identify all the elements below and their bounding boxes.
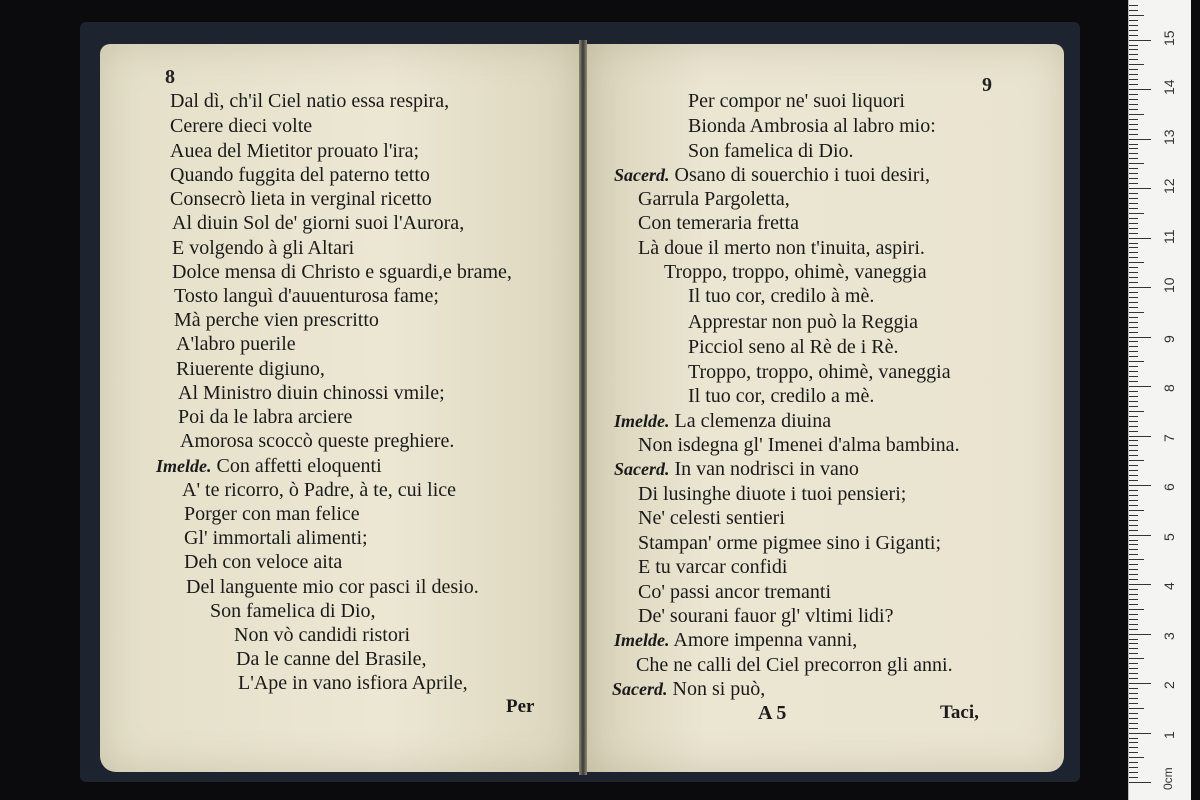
- text-line: Bionda Ambrosia al labro mio:: [688, 115, 936, 137]
- text-line: Al Ministro diuin chinossi vmile;: [178, 382, 445, 404]
- ruler-tick: [1129, 723, 1138, 724]
- ruler-tick: [1129, 490, 1138, 491]
- ruler-number: 13: [1161, 128, 1177, 145]
- text-line: Gl' immortali alimenti;: [184, 527, 368, 549]
- ruler-tick: [1129, 163, 1144, 164]
- ruler-tick: [1129, 639, 1138, 640]
- ruler-tick: [1129, 579, 1138, 580]
- speaker-label: Imelde.: [156, 456, 212, 476]
- ruler-tick: [1129, 658, 1144, 659]
- text-line: Apprestar non può la Reggia: [688, 311, 918, 333]
- ruler-tick: [1129, 604, 1138, 605]
- ruler-tick: [1129, 757, 1144, 758]
- text-line: Con temeraria fretta: [638, 212, 800, 234]
- ruler-tick: [1129, 742, 1138, 743]
- ruler-tick: [1129, 426, 1138, 427]
- text-line: De' sourani fauor gl' vltimi lidi?: [638, 605, 894, 627]
- ruler-tick: [1129, 500, 1138, 501]
- text-line: Là doue il merto non t'inuita, aspiri.: [638, 237, 925, 259]
- ruler-tick: [1129, 84, 1138, 85]
- ruler-tick: [1129, 139, 1151, 140]
- ruler-tick: [1129, 564, 1138, 565]
- ruler-tick: [1129, 20, 1138, 21]
- ruler-tick: [1129, 361, 1144, 362]
- ruler-tick: [1129, 594, 1138, 595]
- ruler-tick: [1129, 614, 1138, 615]
- ruler-tick: [1129, 292, 1138, 293]
- signature-mark: A 5: [758, 702, 787, 724]
- ruler-tick: [1129, 540, 1138, 541]
- ruler-tick: [1129, 678, 1138, 679]
- ruler-tick: [1129, 198, 1138, 199]
- ruler-tick: [1129, 351, 1138, 352]
- dialogue-line: [614, 409, 831, 433]
- ruler-number: 7: [1161, 433, 1177, 442]
- ruler-tick: [1129, 663, 1138, 664]
- text-line: Porger con man felice: [184, 503, 360, 525]
- ruler-tick: [1129, 89, 1151, 90]
- ruler-tick: [1129, 772, 1138, 773]
- text-line: Troppo, troppo, ohimè, vaneggia: [664, 261, 927, 283]
- ruler-tick: [1129, 752, 1138, 753]
- ruler-number: 15: [1161, 29, 1177, 46]
- ruler-tick: [1129, 495, 1138, 496]
- text-line: L'Ape in vano isfiora Aprile,: [238, 672, 468, 694]
- text-line: E tu varcar confidi: [638, 556, 788, 578]
- ruler-tick: [1129, 312, 1144, 313]
- text-line: Del languente mio cor pasci il desio.: [186, 576, 479, 598]
- ruler-tick: [1129, 243, 1138, 244]
- ruler-number: 11: [1161, 228, 1177, 244]
- ruler-tick: [1129, 450, 1138, 451]
- dialogue-line: [612, 677, 765, 701]
- ruler-tick: [1129, 218, 1138, 219]
- ruler-number: 6: [1161, 483, 1177, 491]
- text-line: Co' passi ancor tremanti: [638, 581, 831, 603]
- ruler-tick: [1129, 698, 1138, 699]
- ruler-tick: [1129, 64, 1144, 65]
- ruler-tick: [1129, 322, 1138, 323]
- ruler-tick: [1129, 401, 1138, 402]
- ruler-tick: [1129, 465, 1138, 466]
- text-line: Troppo, troppo, ohimè, vaneggia: [688, 361, 951, 383]
- ruler-tick: [1129, 391, 1138, 392]
- ruler-tick: [1129, 643, 1138, 644]
- ruler-tick: [1129, 302, 1138, 303]
- ruler-tick: [1129, 762, 1138, 763]
- ruler-tick: [1129, 129, 1138, 130]
- ruler-tick: [1129, 54, 1138, 55]
- left-page-number: 8: [165, 66, 175, 88]
- ruler-tick: [1129, 460, 1144, 461]
- text-line: Dal dì, ch'il Ciel natio essa respira,: [170, 90, 450, 112]
- text-line: Amore impenna vanni,: [673, 629, 858, 651]
- ruler-tick: [1129, 733, 1151, 734]
- ruler-tick: [1129, 544, 1138, 545]
- text-line: Stampan' orme pigmee sino i Giganti;: [638, 532, 941, 554]
- ruler-tick: [1129, 535, 1151, 536]
- ruler-tick: [1129, 530, 1138, 531]
- speaker-label: Sacerd.: [614, 459, 670, 479]
- ruler-number: 3: [1161, 631, 1177, 640]
- ruler-tick: [1129, 203, 1138, 204]
- text-line: Con affetti eloquenti: [216, 455, 382, 477]
- ruler-tick: [1129, 584, 1151, 585]
- ruler-tick: [1129, 406, 1138, 407]
- text-line: Al diuin Sol de' giorni suoi l'Aurora,: [172, 212, 465, 234]
- ruler-tick: [1129, 777, 1138, 778]
- ruler-tick: [1129, 653, 1138, 654]
- ruler-tick: [1129, 223, 1138, 224]
- ruler-number: 14: [1161, 79, 1177, 95]
- ruler-tick: [1129, 356, 1138, 357]
- ruler-tick: [1129, 371, 1138, 372]
- text-line: La clemenza diuina: [674, 410, 832, 432]
- ruler-tick: [1129, 59, 1138, 60]
- text-line: Garrula Pargoletta,: [638, 188, 790, 210]
- ruler-tick: [1129, 505, 1138, 506]
- ruler-tick: [1129, 327, 1138, 328]
- ruler-tick: [1129, 713, 1138, 714]
- text-line: Deh con veloce aita: [184, 551, 343, 573]
- ruler-tick: [1129, 376, 1138, 377]
- speaker-label: Imelde.: [614, 411, 670, 431]
- ruler-tick: [1129, 287, 1151, 288]
- text-line: Non si può,: [672, 678, 766, 700]
- ruler-tick: [1129, 79, 1138, 80]
- ruler-tick: [1129, 148, 1138, 149]
- dialogue-line: [614, 628, 857, 652]
- ruler-tick: [1129, 445, 1138, 446]
- catchword: Taci,: [940, 702, 979, 723]
- ruler-tick: [1129, 599, 1138, 600]
- ruler-number: 8: [1161, 384, 1177, 392]
- text-line: Amorosa scoccò queste preghiere.: [180, 430, 455, 452]
- ruler-tick: [1129, 510, 1144, 511]
- text-line: Poi da le labra arciere: [178, 406, 353, 428]
- ruler-tick: [1129, 10, 1138, 11]
- catchword: Per: [506, 696, 535, 717]
- dialogue-line: [156, 454, 382, 478]
- text-line: Da le canne del Brasile,: [236, 648, 427, 670]
- text-line: Osano di souerchio i tuoi desiri,: [674, 164, 931, 186]
- text-line: Il tuo cor, credilo à mè.: [688, 285, 875, 307]
- ruler-tick: [1129, 168, 1138, 169]
- ruler-tick: [1129, 15, 1144, 16]
- text-line: A' te ricorro, ò Padre, à te, cui lice: [182, 479, 457, 501]
- ruler-tick: [1129, 520, 1138, 521]
- ruler-number: 1: [1161, 730, 1177, 739]
- ruler-tick: [1129, 134, 1138, 135]
- ruler-tick: [1129, 178, 1138, 179]
- text-line: Auea del Mietitor prouato l'ira;: [170, 140, 420, 162]
- speaker-label: Sacerd.: [614, 165, 670, 185]
- text-line: In van nodrisci in vano: [674, 458, 859, 480]
- ruler-tick: [1129, 515, 1138, 516]
- text-line: Consecrò lieta in verginal ricetto: [170, 188, 432, 210]
- ruler-unit-label: 0cm: [1161, 767, 1175, 790]
- ruler-tick: [1129, 104, 1138, 105]
- text-line: A'labro puerile: [176, 333, 296, 355]
- right-page-number: 9: [982, 74, 992, 96]
- ruler-tick: [1129, 559, 1144, 560]
- ruler-tick: [1129, 455, 1138, 456]
- ruler-tick: [1129, 673, 1138, 674]
- ruler-tick: [1129, 114, 1144, 115]
- ruler-tick: [1129, 767, 1138, 768]
- text-line: Per compor ne' suoi liquori: [688, 90, 905, 112]
- ruler-tick: [1129, 668, 1138, 669]
- text-line: Tosto languì d'auuenturosa fame;: [174, 285, 439, 307]
- ruler-number: 10: [1161, 277, 1177, 293]
- dialogue-line: [614, 163, 930, 187]
- ruler-number: 2: [1161, 681, 1177, 689]
- ruler-number: 12: [1161, 178, 1177, 194]
- ruler-tick: [1129, 549, 1138, 550]
- ruler-tick: [1129, 45, 1138, 46]
- text-line: Che ne calli del Ciel precorron gli anni.: [636, 654, 953, 676]
- ruler-tick: [1129, 341, 1138, 342]
- ruler-tick: [1129, 589, 1138, 590]
- ruler-tick: [1129, 366, 1138, 367]
- ruler-tick: [1129, 747, 1138, 748]
- dialogue-line: [614, 457, 859, 481]
- ruler-tick: [1129, 69, 1138, 70]
- ruler-tick: [1129, 346, 1138, 347]
- ruler-number: 9: [1161, 334, 1177, 343]
- text-line: Ne' celesti sentieri: [638, 507, 785, 529]
- ruler-tick: [1129, 629, 1138, 630]
- text-line: Riuerente digiuno,: [176, 358, 325, 380]
- text-line: Picciol seno al Rè de i Rè.: [688, 336, 899, 358]
- ruler-tick: [1129, 436, 1151, 437]
- text-line: E volgendo à gli Altari: [172, 237, 355, 259]
- ruler-tick: [1129, 693, 1138, 694]
- ruler-tick: [1129, 485, 1151, 486]
- ruler-tick: [1129, 173, 1138, 174]
- ruler-tick: [1129, 30, 1138, 31]
- ruler-tick: [1129, 99, 1138, 100]
- ruler-tick: [1129, 683, 1151, 684]
- ruler-tick: [1129, 277, 1138, 278]
- ruler-tick: [1129, 49, 1138, 50]
- ruler-tick: [1129, 228, 1138, 229]
- ruler-number: 5: [1161, 532, 1177, 541]
- text-line: Non isdegna gl' Imenei d'alma bambina.: [638, 434, 960, 456]
- ruler-tick: [1129, 440, 1138, 441]
- ruler-tick: [1129, 569, 1138, 570]
- text-line: Son famelica di Dio.: [688, 140, 854, 162]
- ruler-tick: [1129, 648, 1138, 649]
- ruler-tick: [1129, 119, 1138, 120]
- ruler-tick: [1129, 574, 1138, 575]
- ruler-tick: [1129, 183, 1138, 184]
- ruler-tick: [1129, 124, 1138, 125]
- text-line: Di lusinghe diuote i tuoi pensieri;: [638, 483, 907, 505]
- ruler-tick: [1129, 421, 1138, 422]
- ruler-tick: [1129, 554, 1138, 555]
- ruler-tick: [1129, 233, 1138, 234]
- ruler-tick: [1129, 381, 1138, 382]
- ruler-tick: [1129, 728, 1138, 729]
- text-line: Mà perche vien prescritto: [174, 309, 379, 331]
- ruler-tick: [1129, 634, 1151, 635]
- ruler-tick: [1129, 144, 1138, 145]
- text-line: Quando fuggita del paterno tetto: [170, 164, 430, 186]
- ruler-tick: [1129, 624, 1138, 625]
- ruler-number: 4: [1161, 582, 1177, 590]
- ruler-tick: [1129, 252, 1138, 253]
- ruler-tick: [1129, 257, 1138, 258]
- speaker-label: Sacerd.: [612, 679, 668, 699]
- ruler-tick: [1129, 708, 1144, 709]
- ruler-tick: [1129, 158, 1138, 159]
- ruler-tick: [1129, 416, 1138, 417]
- ruler-tick: [1129, 307, 1138, 308]
- ruler-tick: [1129, 262, 1144, 263]
- ruler-tick: [1129, 5, 1138, 6]
- ruler-tick: [1129, 738, 1138, 739]
- ruler-tick: [1129, 267, 1138, 268]
- text-line: Dolce mensa di Christo e sguardi,e brame,: [172, 261, 512, 283]
- ruler-tick: [1129, 688, 1138, 689]
- ruler-tick: [1129, 475, 1138, 476]
- text-line: Cerere dieci volte: [170, 115, 313, 137]
- ruler-tick: [1129, 782, 1151, 783]
- ruler-tick: [1129, 188, 1151, 189]
- ruler-tick: [1129, 609, 1144, 610]
- ruler-tick: [1129, 153, 1138, 154]
- ruler-tick: [1129, 40, 1151, 41]
- ruler-tick: [1129, 411, 1144, 412]
- ruler-tick: [1129, 396, 1138, 397]
- ruler-tick: [1129, 109, 1138, 110]
- ruler-tick: [1129, 619, 1138, 620]
- ruler-tick: [1129, 213, 1144, 214]
- ruler-tick: [1129, 74, 1138, 75]
- ruler-tick: [1129, 193, 1138, 194]
- ruler-tick: [1129, 94, 1138, 95]
- book-gutter: [579, 40, 587, 775]
- ruler-tick: [1129, 297, 1138, 298]
- ruler-tick: [1129, 470, 1138, 471]
- ruler-tick: [1129, 525, 1138, 526]
- measuring-ruler: [1128, 0, 1191, 800]
- ruler-tick: [1129, 35, 1138, 36]
- ruler-tick: [1129, 718, 1138, 719]
- ruler-tick: [1129, 25, 1138, 26]
- speaker-label: Imelde.: [614, 630, 670, 650]
- ruler-tick: [1129, 703, 1138, 704]
- ruler-tick: [1129, 332, 1138, 333]
- ruler-tick: [1129, 386, 1151, 387]
- ruler-tick: [1129, 480, 1138, 481]
- ruler-tick: [1129, 431, 1138, 432]
- ruler-tick: [1129, 238, 1151, 239]
- ruler-tick: [1129, 282, 1138, 283]
- ruler-tick: [1129, 272, 1138, 273]
- ruler-tick: [1129, 247, 1138, 248]
- text-line: Non vò candidi ristori: [234, 624, 411, 646]
- ruler-tick: [1129, 317, 1138, 318]
- text-line: Son famelica di Dio,: [210, 600, 376, 622]
- ruler-tick: [1129, 208, 1138, 209]
- ruler-tick: [1129, 337, 1151, 338]
- text-line: Il tuo cor, credilo a mè.: [688, 385, 875, 407]
